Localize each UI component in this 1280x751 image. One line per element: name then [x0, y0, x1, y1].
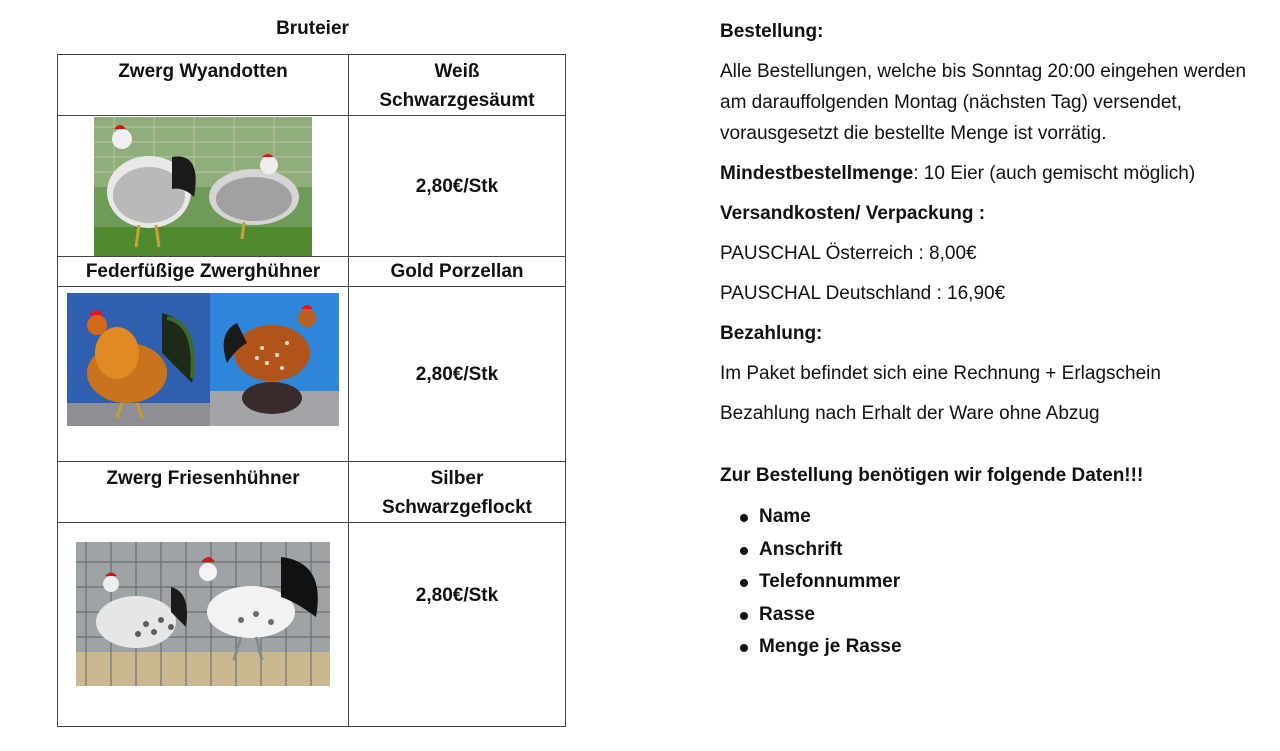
- price-label: 2,80€/Stk: [415, 585, 499, 606]
- list-item: Rasse: [720, 599, 1260, 632]
- breed-color-line: Schwarzgesäumt: [379, 90, 535, 111]
- breed-name: Zwerg Wyandotten: [58, 55, 349, 116]
- breed-color: [349, 55, 566, 116]
- shipping-heading: Versandkosten/ Verpackung :: [720, 203, 986, 224]
- breed-name: Zwerg Friesenhühner: [58, 462, 349, 523]
- list-item: Telefonnummer: [720, 566, 1260, 599]
- breed-name: Federfüßige Zwerghühner: [58, 257, 349, 287]
- min-order-label: Mindestbestellmenge: [720, 163, 914, 184]
- list-item: Menge je Rasse: [720, 631, 1260, 664]
- order-heading: Bestellung:: [720, 21, 824, 42]
- breed-color-line: Schwarzgeflockt: [382, 497, 532, 518]
- breed-color-line: Weiß: [434, 61, 480, 82]
- price-cell: [349, 523, 566, 727]
- porcelain-photo: [67, 293, 339, 426]
- eggs-table: [57, 54, 566, 727]
- breed-color-line: Gold Porzellan: [390, 261, 524, 282]
- price-label: 2,80€/Stk: [415, 175, 499, 197]
- price-label: 2,80€/Stk: [415, 363, 499, 385]
- min-order-text: : 10 Eier (auch gemischt möglich): [913, 163, 1196, 184]
- wyandotte-photo: [94, 117, 312, 256]
- list-item: Anschrift: [720, 534, 1260, 567]
- breed-color: [349, 257, 566, 287]
- shipping-austria: PAUSCHAL Österreich : 8,00€: [720, 243, 977, 264]
- list-item: Name: [720, 501, 1260, 534]
- breed-photo-cell: [58, 523, 349, 727]
- table-row: [58, 116, 566, 257]
- breed-color-line: Silber: [430, 468, 484, 489]
- table-row: [58, 462, 566, 523]
- required-data-list: [720, 501, 1260, 664]
- order-text: Alle Bestellungen, welche bis Sonntag 20:00 eingehen werden am darauffolgenden Montag (nächsten Tag) versendet, vorausgesetzt die bestellte Menge ist vorrätig.: [720, 61, 1247, 144]
- breed-color: [349, 462, 566, 523]
- table-row: [58, 523, 566, 727]
- table-row: [58, 257, 566, 287]
- payment-line: Bezahlung nach Erhalt der Ware ohne Abzug: [720, 403, 1100, 424]
- price-cell: [349, 116, 566, 257]
- table-row: [58, 287, 566, 462]
- breed-photo-cell: [58, 116, 349, 257]
- order-info: [720, 16, 1260, 664]
- data-heading: Zur Bestellung benötigen wir folgende Daten!!!: [720, 465, 1144, 486]
- breed-photo-cell: [58, 287, 349, 462]
- price-cell: [349, 287, 566, 462]
- table-row: [58, 55, 566, 116]
- payment-heading: Bezahlung:: [720, 323, 823, 344]
- min-order: [720, 158, 1260, 189]
- page-title: Bruteier: [276, 18, 349, 39]
- friesian-photo: [76, 542, 330, 686]
- shipping-germany: PAUSCHAL Deutschland : 16,90€: [720, 283, 1006, 304]
- payment-line: Im Paket befindet sich eine Rechnung + Erlagschein: [720, 363, 1161, 384]
